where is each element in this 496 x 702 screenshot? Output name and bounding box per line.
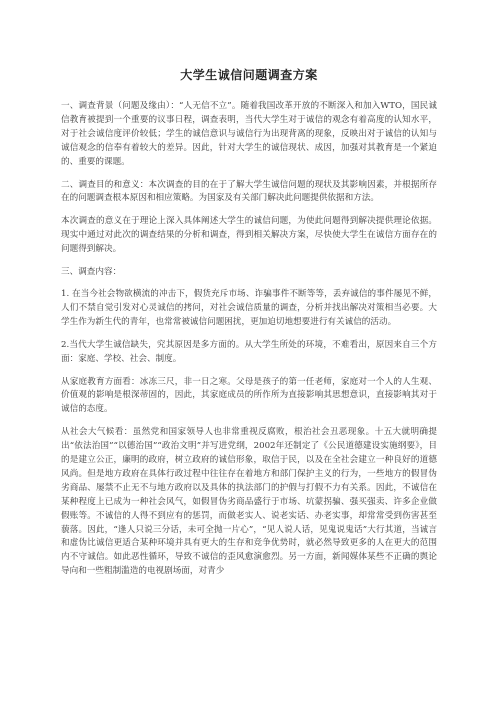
paragraph-significance: 本次调查的意义在于理论上深入具体阐述大学生的诚信问题，为使此问题得到解决提供理论依据。现实中通过对此次的调查结果的分析和调查，得到相关解决方案，尽快使大学生在诚信方面存在的问题得到解决。	[61, 216, 437, 255]
paragraph-item-2: 2.当代大学生诚信缺失，究其原因是多方面的。从大学生所处的环境，不难看出，原因来自三个方面：家庭、学校、社会、制度。	[61, 339, 437, 364]
paragraph-family: 从家庭教育方面看：冰冻三尺，非一日之寒。父母是孩子的第一任老师，家庭对一个人的人生观、价值观的影响是根深蒂固的，因此，其家庭成员的所作所为直接影响其思想意识，直接影响其对于诚信的态度。	[61, 376, 437, 415]
paragraph-purpose: 二、调查目的和意义：本次调查的目的在于了解大学生诚信问题的现状及其影响因素，并根据所存在的问题调查根本原因和相应策略。为国家及有关部门解决此问题提供依据和方法。	[61, 179, 437, 204]
document-title: 大学生诚信问题调查方案	[180, 68, 318, 82]
paragraph-society: 从社会大气候看：虽然党和国家领导人也非常重视反腐败，根治社会丑恶现象。十五大就明确提出“依法治国”“以德治国”“政治文明”并写进党纲，2002年还制定了《公民道德建设实施纲要》，目的是建立公正，廉明的政府，树立政府的诚信形象，取信于民，以及在全社会建立一种良好的道德风尚。但是地方政府在具体行政过程中往往存在着地方和部门保护主义的行为，一些地方的假冒伪劣商品、屡禁不止无不与地方政府以及具体的执法部门的护假与打假不力有关系。因此，不诚信在某种程度上已成为一种社会风气，如假冒伪劣商品盛行于市场、坑蒙拐骗、强买强卖、许多企业做假账等。不诚信的人得不到应有的惩罚，而做老实人、说老实话、办老实事，却常常受到伤害甚至藐落。因此，“逢人只说三分话，未可全抛一片心”，“见人说人话，见鬼说鬼话”大行其道，当诚言和虚伪比诚信更适合某种环境并具有更大的生存和竞争优势时，就必然导致更多的人在更大的范围内不守诚信。如此恶性循环，导致不诚信的歪风愈演愈烈。另一方面，新闻媒体某些不正确的舆论导向和一些粗制滥造的电视剧场面，对青少	[61, 427, 437, 577]
paragraph-content-heading: 三、调查内容：	[61, 267, 122, 278]
paragraph-item-1: 1. 在当今社会物欲横流的冲击下，假货充斥市场、诈骗事件不断等等，丢弃诚信的事件屡见不鲜，人们不禁自觉引发对心灵诚信的拷问，对社会诚信质量的调查，分析并找出解决对策相当必要。大学生作为新生代的青年，也常常被诚信问题困扰，更加迫切地想要进行有关诚信的活动。	[61, 288, 437, 327]
paragraph-background: 一、调查背景（问题及缘由）：“人无信不立”。随着我国改革开放的不断深入和加入WTO，国民诚信教育被提到一个重要的议事日程，调查表明，当代大学生对于诚信的观念有着高度的认知水平，对于社会诚信度评价较低；学生的诚信意识与诚信行为出现背离的现象，反映出对于诚信的认知与诚信观念的信奉有着较大的差异。因此，针对大学生的诚信现状、成因，加强对其教育是一个紧迫的、重要的课题。	[61, 101, 437, 167]
